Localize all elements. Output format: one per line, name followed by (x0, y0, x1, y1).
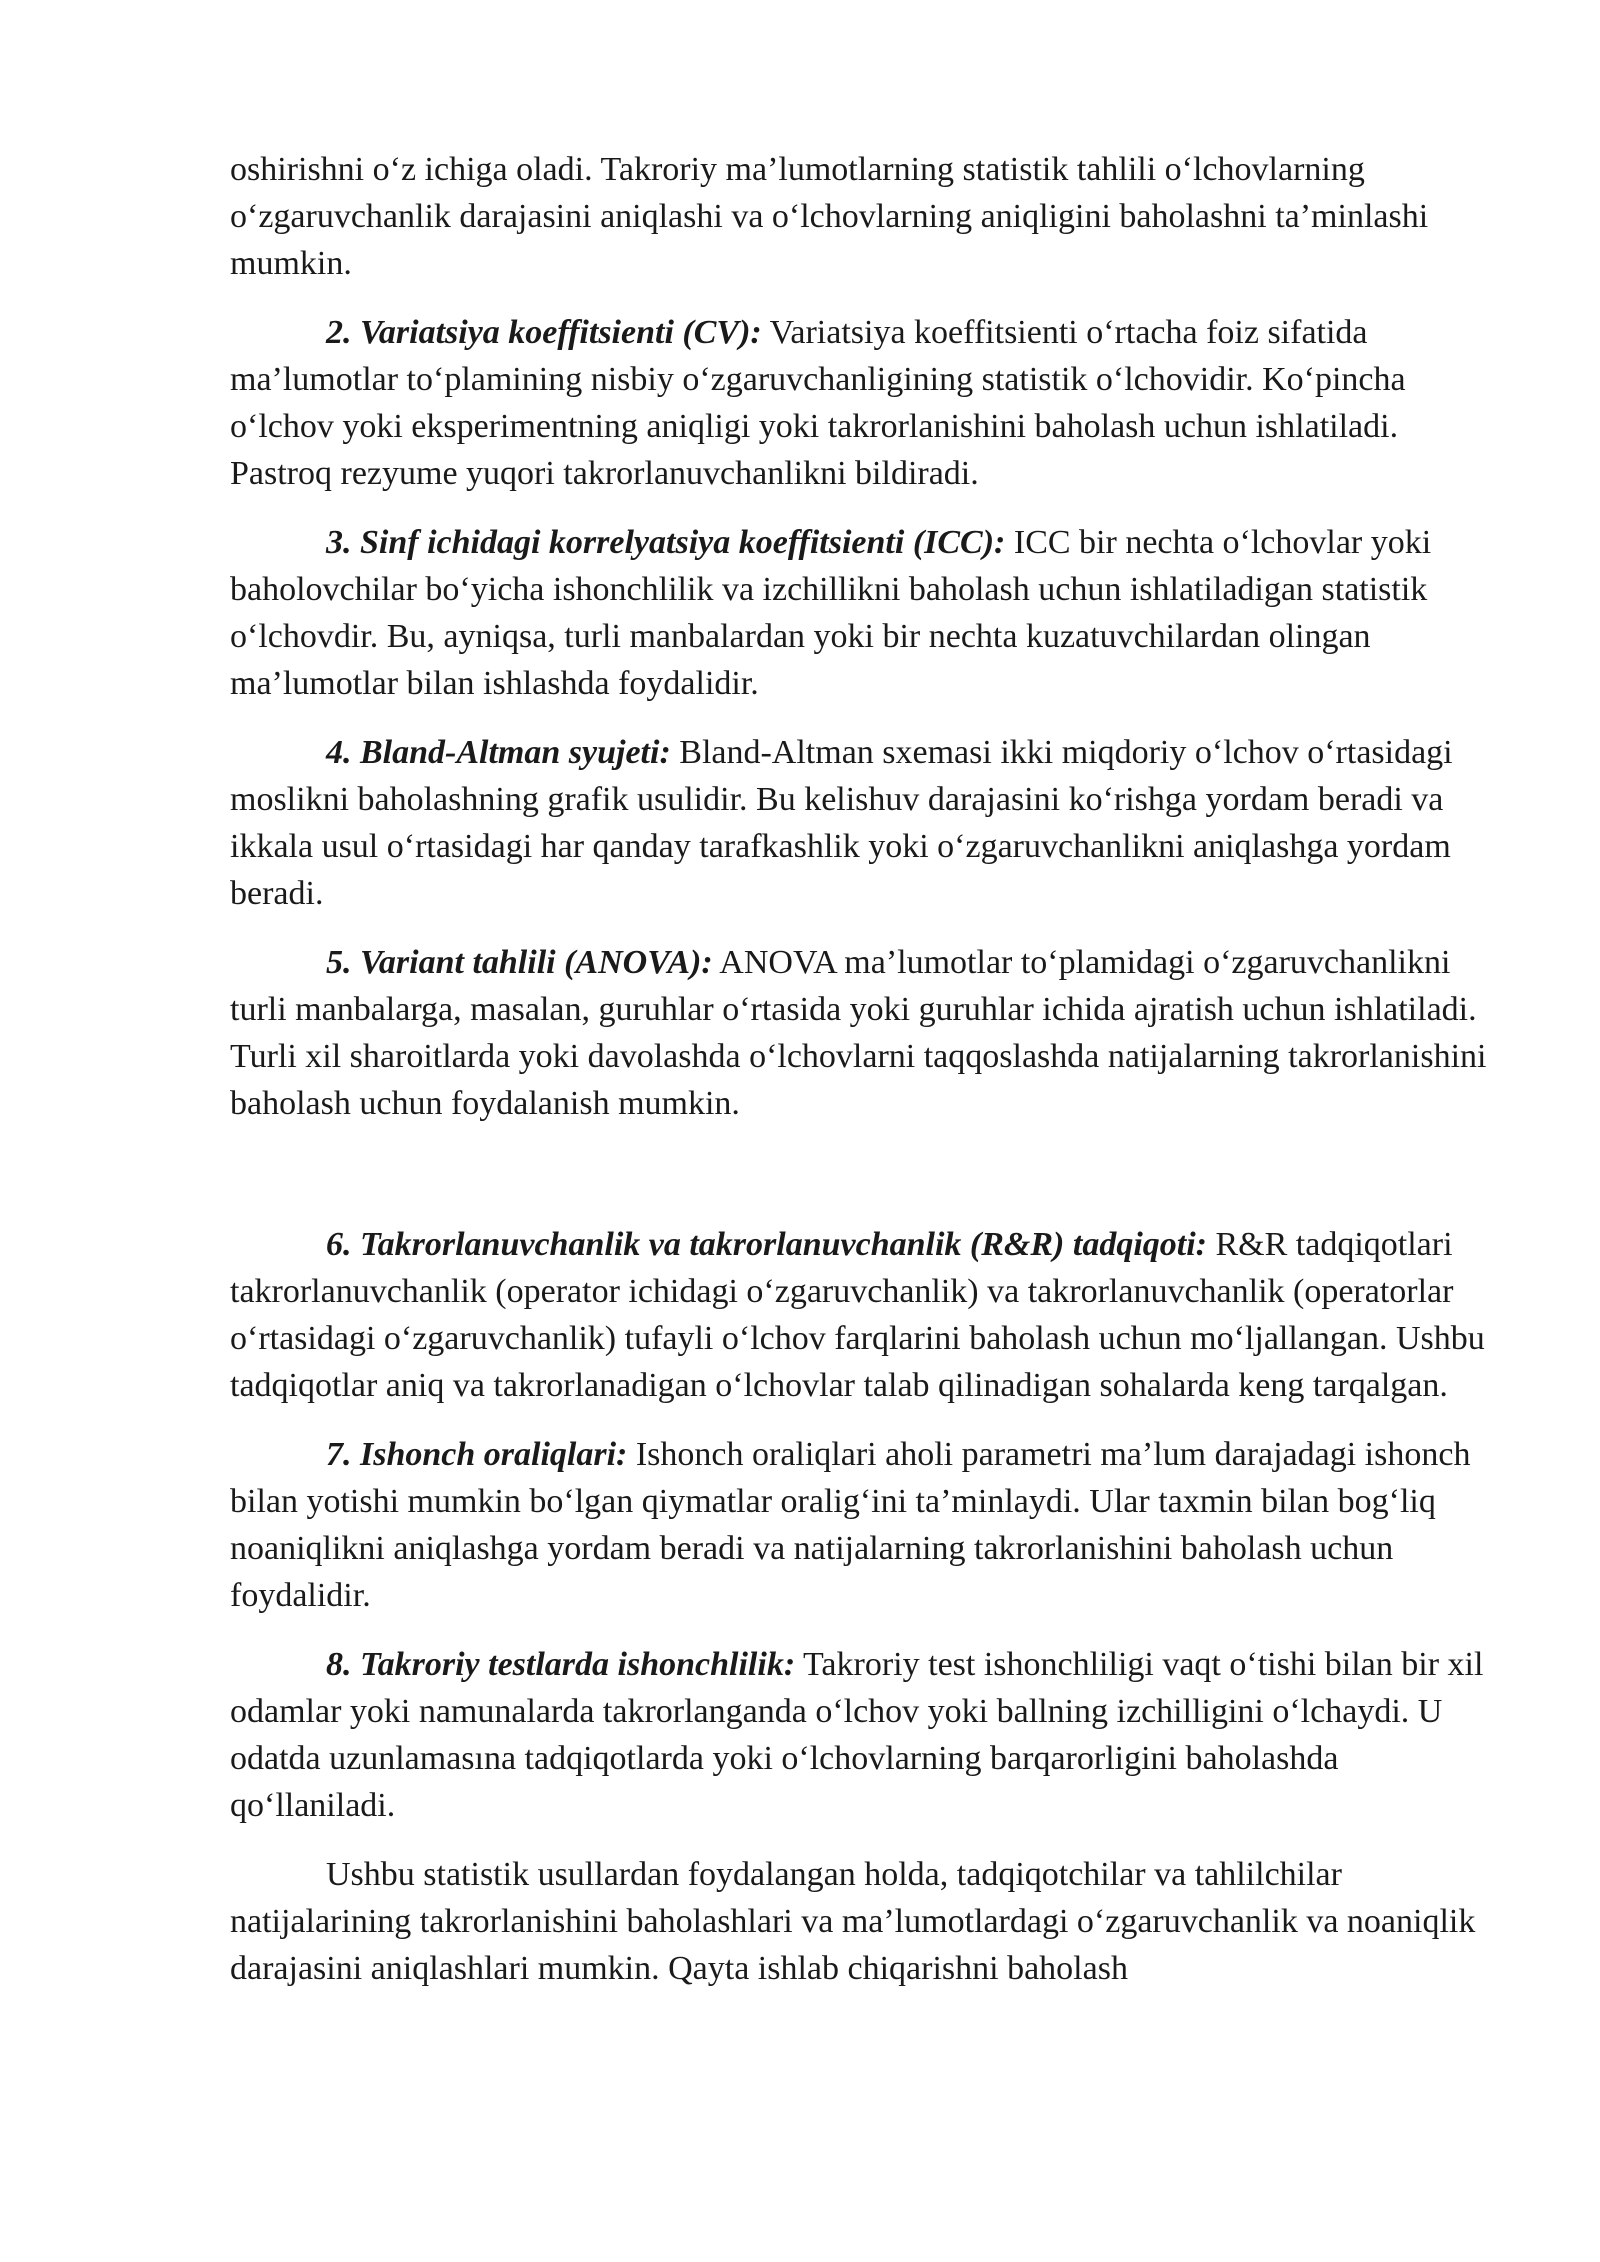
item-term: 7. Ishonch oraliqlari: (326, 1436, 628, 1473)
item-confidence-intervals (230, 1431, 1500, 1619)
item-rr-study (230, 1221, 1500, 1409)
item-cv (230, 309, 1500, 497)
item-text: Takroriy test ishonchliligi vaqt o‘tishi bilan bir xil odamlar yoki namunalarda takrorlanganda o‘lchov yoki ballning izchilligini o‘lchaydi. U odatda uzunlamasına tadqiqotlarda yoki o‘lchovlarning barqarorligini baholashda qo‘llaniladi. (230, 1646, 1484, 1824)
intro-paragraph: oshirishni o‘z ichiga oladi. Takroriy ma’lumotlarning statistik tahlili o‘lchovlarning o‘zgaruvchanlik darajasini aniqlashi va o‘lchovlarning aniqligini baholashni ta’minlashi mumkin. (230, 151, 1429, 282)
item-icc (230, 519, 1500, 707)
item-term: 4. Bland-Altman syujeti: (326, 734, 671, 771)
item-text: ICC bir nechta o‘lchovlar yoki baholovchilar bo‘yicha ishonchlilik va izchillikni baholash uchun ishlatiladigan statistik o‘lchovdir. Bu, ayniqsa, turli manbalardan yoki bir nechta kuzatuvchilardan olingan ma’lumotlar bilan ishlashda foydalidir. (230, 524, 1432, 702)
item-text: Ishonch oraliqlari aholi parametri ma’lum darajadagi ishonch bilan yotishi mumkin bo‘lgan qiymatlar oralig‘ini ta’minlaydi. Ular taxmin bilan bog‘liq noaniqlikni aniqlashga yordam beradi va natijalarning takrorlanishini baholash uchun foydalidir. (230, 1436, 1471, 1614)
item-term: 8. Takroriy testlarda ishonchlilik: (326, 1646, 796, 1683)
item-term: 2. Variatsiya koeffitsienti (CV): (326, 314, 762, 351)
item-text: ANOVA ma’lumotlar to‘plamidagi o‘zgaruvchanlikni turli manbalarga, masalan, guruhlar o‘rtasida yoki guruhlar ichida ajratish uchun ishlatiladi. Turli xil sharoitlarda yoki davolashda o‘lchovlarni taqqoslashda natijalarning takrorlanishini baholash uchun foydalanish mumkin. (230, 944, 1487, 1122)
item-test-retest (230, 1641, 1500, 1829)
item-text: Bland-Altman sxemasi ikki miqdoriy o‘lchov o‘rtasidagi moslikni baholashning grafik usulidir. Bu kelishuv darajasini ko‘rishga yordam beradi va ikkala usul o‘rtasidagi har qanday tarafkashlik yoki o‘zgaruvchanlikni aniqlashga yordam beradi. (230, 734, 1453, 912)
item-text: Variatsiya koeffitsienti o‘rtacha foiz sifatida ma’lumotlar to‘plamining nisbiy o‘zgaruvchanligining statistik o‘lchovidir. Ko‘pincha o‘lchov yoki eksperimentning aniqligi yoki takrorlanishini baholash uchun ishlatiladi. Pastroq rezyume yuqori takrorlanuvchanlikni bildiradi. (230, 314, 1406, 492)
document-page (230, 146, 1500, 2014)
item-text: R&R tadqiqotlari takrorlanuvchanlik (operator ichidagi o‘zgaruvchanlik) va takrorlanuvchanlik (operatorlar o‘rtasidagi o‘zgaruvchanlik) tufayli o‘lchov farqlarini baholash uchun mo‘ljallangan. Ushbu tadqiqotlar aniq va takrorlanadigan o‘lchovlar talab qilinadigan sohalarda keng tarqalgan. (230, 1226, 1485, 1404)
item-term: 5. Variant tahlili (ANOVA): (326, 944, 713, 981)
item-term: 6. Takrorlanuvchanlik va takrorlanuvchanlik (R&R) tadqiqoti: (326, 1226, 1207, 1263)
item-anova (230, 939, 1500, 1127)
closing-paragraph: Ushbu statistik usullardan foydalangan holda, tadqiqotchilar va tahlilchilar natijalarining takrorlanishini baholashlari va ma’lumotlardagi o‘zgaruvchanlik va noaniqlik darajasini aniqlashlari mumkin. Qayta ishlab chiqarishni baholash (230, 1856, 1476, 1987)
item-term: 3. Sinf ichidagi korrelyatsiya koeffitsienti (ICC): (326, 524, 1006, 561)
item-bland-altman (230, 729, 1500, 917)
